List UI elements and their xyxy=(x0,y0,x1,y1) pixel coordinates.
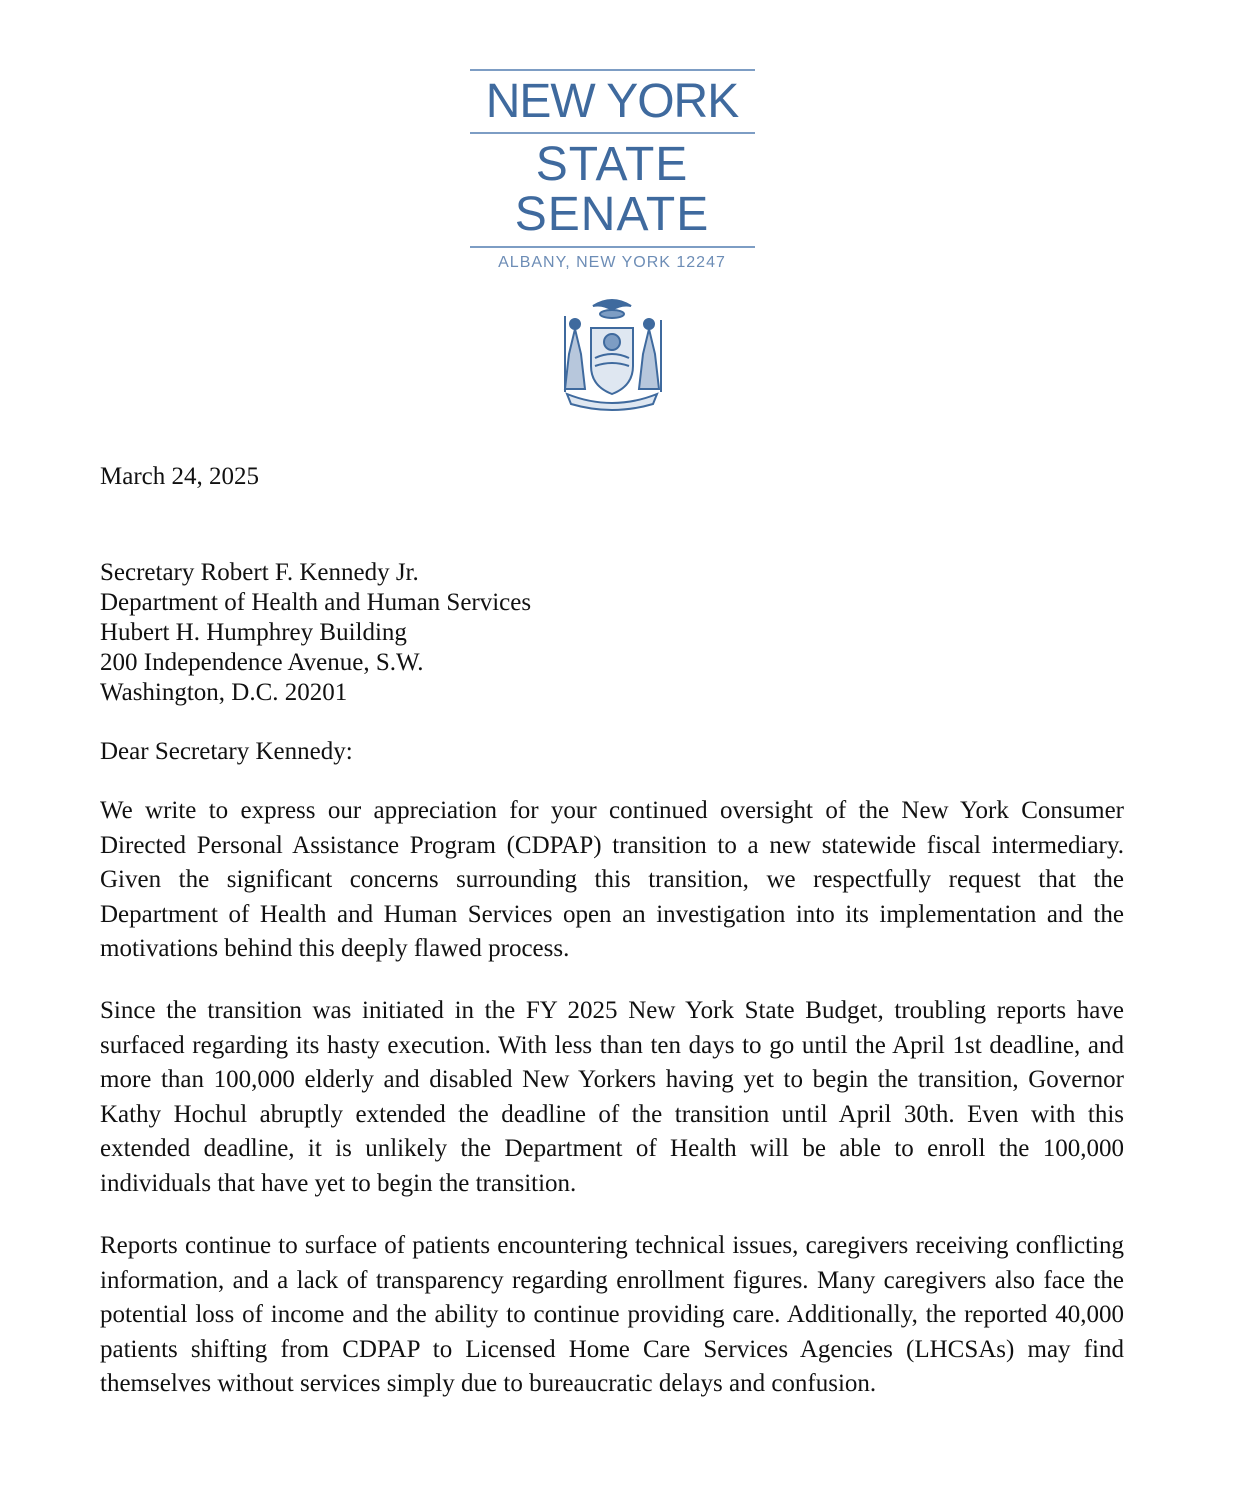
body-paragraph: Since the transition was initiated in the FY 2025 New York State Budget, troubling reports have surfaced regarding its hasty execution. With less than ten days to go until the April 1st deadline, and more than 100,000 elderly and disabled New Yorkers having yet to begin the transition, Governor Kathy Hochul abruptly extended the deadline of the transition until April 30th. Even with this extended deadline, it is unlikely the Department of Health will be able to enroll the 100,000 individuals that have yet to begin the transition. xyxy=(100,997,1124,1197)
new-york-state-seal-icon xyxy=(547,294,677,412)
recipient-department: Department of Health and Human Services xyxy=(100,589,532,616)
letterhead xyxy=(448,62,776,424)
letterhead-line-new-york: NEW YORK xyxy=(485,75,739,128)
letterhead-middle-rule xyxy=(470,132,755,134)
recipient-address xyxy=(100,558,1124,708)
recipient-name: Secretary Robert F. Kennedy Jr. xyxy=(100,559,419,586)
recipient-city: Washington, D.C. 20201 xyxy=(100,679,348,706)
salutation: Dear Secretary Kennedy: xyxy=(100,738,353,765)
letterhead-line-senate: SENATE xyxy=(514,188,710,241)
letterhead-top-rule xyxy=(470,69,755,71)
recipient-street: 200 Independence Avenue, S.W. xyxy=(100,649,424,676)
body-paragraph: We write to express our appreciation for your continued oversight of the New York Consumer Directed Personal Assistance Program (CDPAP) transition to a new statewide fiscal intermediary. Given the significant concerns surrounding this transition, we respectfully request that the Department of Health and Human Services open an investigation into its implementation and the motivations behind this deeply flawed process. xyxy=(100,797,1124,962)
letterhead-city: ALBANY, NEW YORK 12247 xyxy=(498,254,726,271)
letterhead-line-state: STATE xyxy=(535,138,689,191)
body-paragraph: Reports continue to surface of patients encountering technical issues, caregivers receiving conflicting information, and a lack of transparency regarding enrollment figures. Many caregivers also face the potential loss of income and the ability to continue providing care. Additionally, the reported 40,000 patients shifting from CDPAP to Licensed Home Care Services Agencies (LHCSAs) may find themselves without services simply due to bureaucratic delays and confusion. xyxy=(100,1232,1124,1397)
recipient-building: Hubert H. Humphrey Building xyxy=(100,619,407,646)
letterhead-bottom-rule xyxy=(470,246,755,248)
letter-date: March 24, 2025 xyxy=(100,463,259,490)
